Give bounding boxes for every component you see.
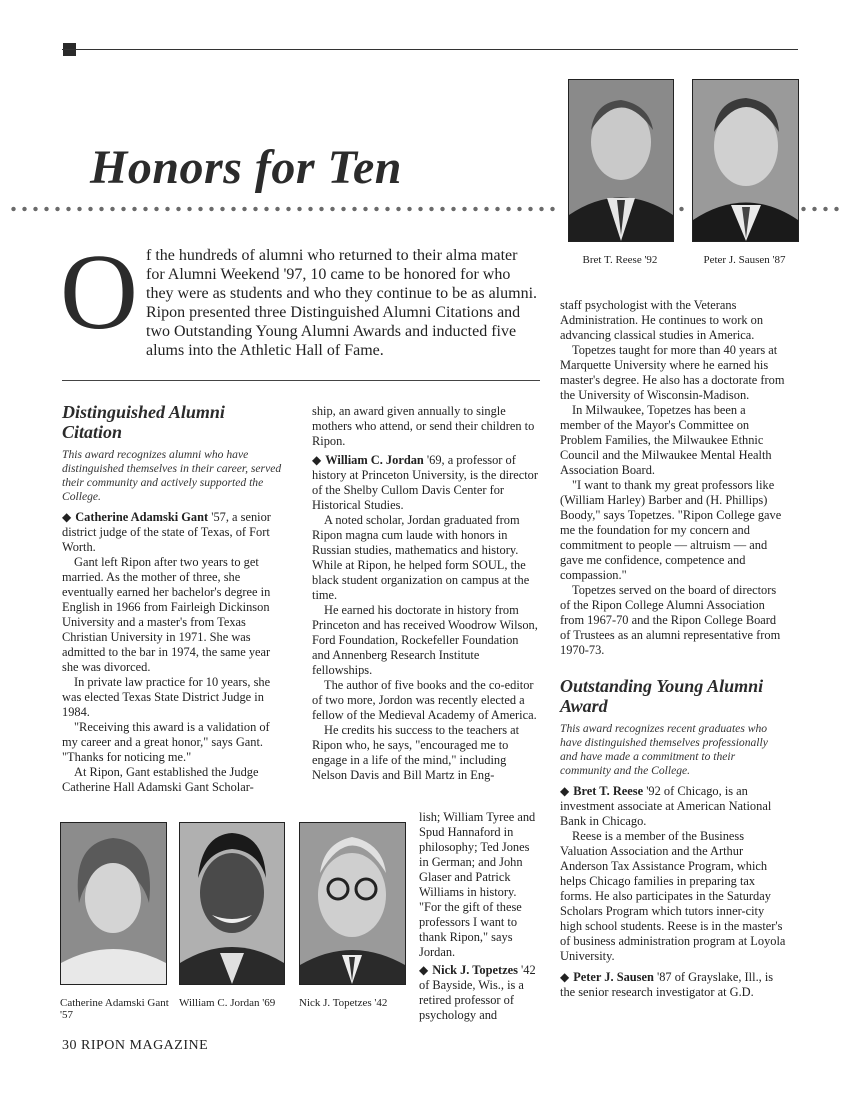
section-heading-young-alumni: Outstanding Young Alumni Award [560, 676, 764, 716]
entry-reese [560, 784, 788, 829]
portrait-bret-reese-icon [569, 80, 673, 241]
name-sausen: Peter J. Sausen [573, 970, 654, 984]
dotted-divider-left [8, 205, 560, 213]
column-2 [312, 404, 538, 783]
section-description-young-alumni: This award recognizes recent graduates who have distinguished themselves professionally and have made a commitment to their community and the College. [560, 722, 768, 777]
column-3 [560, 298, 788, 1000]
jordan-intro: '69, a professor of history at Princeton University, is the director of the Shelby Cullom Davis Center for Historical Studies. [312, 453, 538, 512]
diamond-bullet-icon: ◆ [560, 970, 570, 984]
entry-gant [62, 510, 288, 555]
dotted-divider-mid [676, 205, 690, 213]
reese-intro: '92 of Chicago, is an investment associate at American National Bank in Chicago. [560, 784, 772, 828]
diamond-bullet-icon: ◆ [560, 784, 570, 798]
topetzes-paragraph-continued: staff psychologist with the Veterans Administration. He continues to work on advancing classical studies in America. [560, 298, 764, 342]
entry-jordan [312, 453, 538, 513]
topetzes-intro: '42 of Bayside, Wis., is a retired professor of psychology and [419, 963, 536, 1022]
photo-william-jordan [179, 822, 285, 985]
entry-sausen [560, 970, 788, 1000]
topetzes-paragraph-4: Topetzes served on the board of directors of the Ripon College Alumni Association from 1967-70 and the Ripon College Board of Trustees as an alumni representative from 1970-73. [560, 583, 781, 657]
jordan-paragraph-1: A noted scholar, Jordan graduated from Ripon magna cum laude with honors in Russian studies, mathematics and history. While at Ripon, he helped form SOUL, the black student organization on campus at the time. [312, 513, 530, 602]
jordan-paragraph-2: He earned his doctorate in history from Princeton and has received Woodrow Wilson, Ford Foundation, Rockefeller Foundation and Annenberg Research Institute fellowships. [312, 603, 538, 677]
gant-paragraph-continued: ship, an award given annually to single mothers who attend, or send their children to Ripon. [312, 404, 535, 448]
section-heading-distinguished: Distinguished Alumni Citation [62, 402, 225, 442]
topetzes-paragraph-2: In Milwaukee, Topetzes has been a member of the Mayor's Committee on Problem Families, the Milwaukee Ethnic Council and the Milwaukee Mental Health Association Board. [560, 403, 772, 477]
sausen-intro: '87 of Grayslake, Ill., is the senior research investigator at G.D. [560, 970, 774, 999]
caption-bret-reese: Bret T. Reese '92 [582, 254, 658, 266]
jordan-paragraph-4-continued: lish; William Tyree and Spud Hannaford in philosophy; Ted Jones in German; and John Glaser and Patrick Williams in history. "For the gift of these professors I want to thank Ripon," says Jordan. [419, 810, 536, 959]
caption-catherine-gant: Catherine Adamski Gant '57 [60, 997, 169, 1021]
portrait-peter-sausen-icon [693, 80, 798, 241]
name-gant: Catherine Adamski Gant [75, 510, 209, 524]
section-description-distinguished: This award recognizes alumni who have distinguished themselves in their career, served their community and actively supported the College. [62, 448, 282, 503]
portrait-william-jordan-icon [180, 823, 284, 984]
intro-dropcap: O [60, 233, 138, 352]
photo-catherine-gant [60, 822, 167, 985]
name-reese: Bret T. Reese [573, 784, 644, 798]
topetzes-paragraph-3: "I want to thank my great professors like (William Harley) Barber and (H. Phillips) Boody," says Topetzes. "Ripon College gave me the foundation for my concern and commitment to people — altruism — and gave me confidence, competence and compassion." [560, 478, 782, 582]
caption-nick-topetzes: Nick J. Topetzes '42 [299, 997, 388, 1009]
gant-paragraph-3: "Receiving this award is a validation of my career and a great honor," says Gant. "Thanks for noticing me." [62, 720, 270, 764]
diamond-bullet-icon: ◆ [62, 510, 72, 524]
intro-paragraph [60, 233, 540, 360]
dotted-divider-right [798, 205, 840, 213]
photo-peter-sausen [692, 79, 799, 242]
photo-bret-reese [568, 79, 674, 242]
diamond-bullet-icon: ◆ [312, 453, 322, 467]
gant-paragraph-2: In private law practice for 10 years, she was elected Texas State District Judge in 1984. [62, 675, 271, 719]
page-footer: 30 RIPON MAGAZINE [62, 1038, 209, 1053]
column-2-narrow [419, 810, 539, 1023]
gant-intro: '57, a senior district judge of the state of Texas, of Fort Worth. [62, 510, 271, 554]
name-jordan: William C. Jordan [325, 453, 424, 467]
name-topetzes: Nick J. Topetzes [432, 963, 518, 977]
portrait-catherine-gant-icon [61, 823, 166, 984]
jordan-paragraph-4: He credits his success to the teachers at Ripon who, he says, "encouraged me to engage in a life of the mind," including Nelson Davis and Bill Martz in Eng- [312, 723, 520, 782]
page-title: Honors for Ten [90, 141, 402, 194]
header-rule [62, 49, 798, 50]
caption-william-jordan: William C. Jordan '69 [179, 997, 276, 1009]
intro-divider [62, 380, 540, 381]
gant-paragraph-1: Gant left Ripon after two years to get married. As the mother of three, she eventually earned her bachelor's degree in English in 1966 from Fairleigh Dickinson University and a master's from Texas Christian University in 1971. She was admitted to the bar in 1974, the same year she was divorced. [62, 555, 271, 674]
column-1 [62, 402, 288, 795]
reese-paragraph-1: Reese is a member of the Business Valuation Association and the Arthur Anderson Tax Assistance Program, which helps Chicago families in preparing tax forms. He also participates in the Saturday Scholars Program which tutors inner-city high school students. Reese is in the master's of business administration program at Loyola University. [560, 829, 786, 963]
jordan-paragraph-3: The author of five books and the co-editor of two more, Jordon was recently elected a fellow of the Medieval Academy of America. [312, 678, 537, 722]
intro-text: f the hundreds of alumni who returned to their alma mater for Alumni Weekend '97, 10 came to be honored for who they were as students and who they continue to be as alumni. Ripon presented three Distinguished Alumni Citations and two Outstanding Young Alumni Awards and inducted five alums into the Athletic Hall of Fame. [146, 247, 538, 359]
entry-topetzes [419, 963, 539, 1023]
photo-nick-topetzes [299, 822, 406, 985]
diamond-bullet-icon: ◆ [419, 963, 429, 977]
portrait-nick-topetzes-icon [300, 823, 405, 984]
topetzes-paragraph-1: Topetzes taught for more than 40 years at Marquette University where he earned his master's degree. He also has a doctorate from the University of Wisconsin-Madison. [560, 343, 785, 402]
caption-peter-sausen: Peter J. Sausen '87 [703, 254, 786, 266]
gant-paragraph-4: At Ripon, Gant established the Judge Catherine Hall Adamski Gant Scholar- [62, 765, 259, 794]
